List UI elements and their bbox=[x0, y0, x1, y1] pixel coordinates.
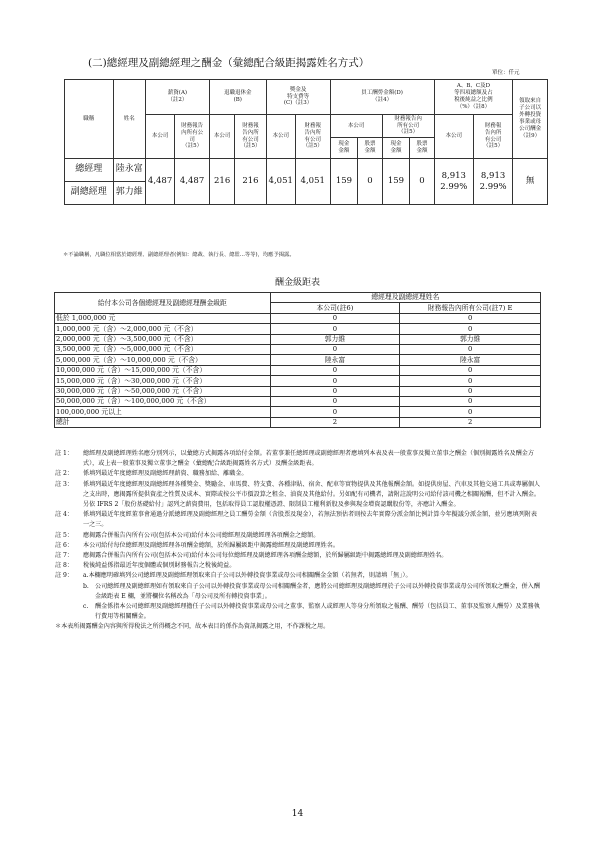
note-key: 註 4： bbox=[55, 511, 74, 519]
range-value: 2 bbox=[400, 417, 541, 427]
row-title: 副總經理 bbox=[65, 182, 114, 205]
table-row bbox=[55, 365, 541, 375]
cell-ratio: 8,913 2.99% bbox=[434, 159, 473, 205]
subnote-key: b. bbox=[83, 582, 89, 590]
row-title: 總經理 bbox=[65, 159, 114, 182]
notes bbox=[55, 449, 543, 633]
cell-value: 0 bbox=[358, 159, 382, 205]
note-item bbox=[55, 469, 543, 479]
note-text: 係填列最近年度經董事會通過分派總經理及副總經理之員工酬勞金額（含股票及現金），若無法預估者則按去年實際分派金額比例計算今年擬議分派金額，並另應填列附表一之三。 bbox=[83, 511, 537, 529]
table-row bbox=[55, 417, 541, 427]
cell-value: 0 bbox=[410, 159, 434, 205]
row-name: 陸永富 bbox=[113, 159, 145, 182]
range-value: 0 bbox=[270, 407, 400, 417]
range-label: 5,000,000 元（含）～10,000,000 元（不含） bbox=[55, 355, 271, 365]
table-row bbox=[55, 407, 541, 417]
header-company: 本公司(註6) bbox=[270, 303, 400, 313]
note-star: ＊本表所揭露酬金內容與所得稅法之所得概念不同，故本表目的係作為資訊揭露之用，不作課稅之用。 bbox=[55, 623, 330, 631]
header-all-companies: 財務報告內所有公司(註7) E bbox=[400, 303, 541, 313]
unit-label: 單位：仟元 bbox=[492, 70, 520, 76]
header-company: 本公司 bbox=[330, 115, 382, 138]
note-text: 應揭露合併報告內所有公司(包括本公司)給付本公司總經理及副總經理各項酬金之總額。 bbox=[83, 531, 320, 539]
cell-value: 4,487 bbox=[175, 159, 210, 205]
cell-ratio: 8,913 2.99% bbox=[473, 159, 512, 205]
range-label: 低於 1,000,000 元 bbox=[55, 313, 271, 323]
subnote-item bbox=[55, 582, 543, 602]
range-value: 郭力維 bbox=[400, 334, 541, 344]
header-stock: 股票 金額 bbox=[410, 138, 434, 159]
header-all-companies: 財務報 告內所 有公司 （註5） bbox=[473, 115, 512, 159]
note-key: 註 5： bbox=[55, 531, 74, 539]
header-company: 本公司 bbox=[209, 115, 234, 159]
header-cash: 現金 金額 bbox=[330, 138, 358, 159]
cell-value: 4,051 bbox=[295, 159, 330, 205]
table-row bbox=[55, 386, 541, 396]
note-text: 稅後純益係指最近年度個體或個別財務報告之稅後純益。 bbox=[83, 562, 236, 570]
header-name: 姓名 bbox=[113, 80, 145, 159]
cell-value: 4,487 bbox=[145, 159, 174, 205]
range-value: 0 bbox=[270, 376, 400, 386]
note-text: a.本欄應明確填列公司總經理及副總經理領取來自子公司以外轉投資事業或母公司相關酬金金額（若無者，則請填「無」）。 bbox=[83, 572, 412, 580]
header-title: 職稱 bbox=[65, 80, 114, 159]
header-all-companies: 財務報 告內所 有公司 （註5） bbox=[235, 115, 266, 159]
header-company: 本公司 bbox=[145, 115, 174, 159]
table-row bbox=[55, 324, 541, 334]
note-item bbox=[55, 531, 543, 541]
range-value: 0 bbox=[400, 396, 541, 406]
header-all-companies: 財務報告內 所有公司 （註5） bbox=[382, 115, 434, 138]
cell-value: 216 bbox=[209, 159, 234, 205]
header-stock: 股票 金額 bbox=[358, 138, 382, 159]
cell-value: 159 bbox=[382, 159, 410, 205]
subnote-text: 公司總經理及副總經理如有領取來自子公司以外轉投資事業或母公司相關酬金者，應將公司總經理及副總經理於子公司以外轉投資事業或母公司所領取之酬金，併入酬金級距表 E 欄，並將欄位名稱改為「母公司及所有轉投資事業」。 bbox=[95, 582, 540, 600]
note-key: 註 8： bbox=[55, 562, 74, 570]
range-value: 0 bbox=[270, 365, 400, 375]
header-cash: 現金 金額 bbox=[382, 138, 410, 159]
header-all-companies: 財務報 告內所 有公司 （註5） bbox=[295, 115, 330, 159]
range-label: 100,000,000 元以上 bbox=[55, 407, 271, 417]
range-value: 0 bbox=[400, 344, 541, 354]
header-range: 給付本公司各個總經理及副總經理酬金級距 bbox=[55, 293, 271, 314]
compensation-table bbox=[64, 79, 548, 205]
header-employee-comp: 員工酬勞金額(D) （註4） bbox=[330, 80, 434, 115]
header-salary: 薪資(A) （註2） bbox=[145, 80, 209, 115]
row-name: 郭力維 bbox=[113, 182, 145, 205]
header-other-comp: 領取來自 子公司以 外轉投資 事業或母 公司酬金 （註9） bbox=[513, 80, 548, 159]
subnote-text: 酬金係指本公司總經理及副總經理擔任子公司以外轉投資事業或母公司之董事、監察人或經理人等身分所領取之報酬、酬勞（包括員工、董事及監察人酬勞）及業務執行費用等相關酬金。 bbox=[95, 603, 540, 621]
note-key: 註 7： bbox=[55, 552, 74, 560]
range-value: 0 bbox=[270, 344, 400, 354]
range-value: 0 bbox=[400, 407, 541, 417]
section-title: (二)總經理及副總經理之酬金（彙總配合級距揭露姓名方式） bbox=[88, 57, 370, 69]
table-row bbox=[55, 344, 541, 354]
note-item bbox=[55, 541, 543, 551]
range-label: 1,000,000 元（含）～2,000,000 元（不含） bbox=[55, 324, 271, 334]
range-label: 50,000,000 元（含）～100,000,000 元（不含） bbox=[55, 396, 271, 406]
note-text: 總經理及副總經理姓名應分別列示，以彙總方式揭露各項給付金額。若董事兼任總經理或副總經理者應填列本表及表一般董事及獨立董事之酬金（個別揭露姓名及酬金方式），或上表一般董事及獨立董事之酬金（彙總配合級距揭露姓名方式）及酬金級距表。 bbox=[83, 450, 534, 468]
note-item bbox=[55, 480, 543, 511]
range-label: 總計 bbox=[55, 417, 271, 427]
range-value: 0 bbox=[400, 313, 541, 323]
table-row bbox=[55, 334, 541, 344]
note-star: ＊不論職稱，凡職位相當於總經理、副總經理者(例如：總裁、執行長、總監...等等)，均應予揭露。 bbox=[63, 252, 295, 258]
range-value: 0 bbox=[270, 313, 400, 323]
note-key: 註 6： bbox=[55, 541, 74, 549]
note-key: 註 3： bbox=[55, 480, 74, 488]
table-row bbox=[55, 376, 541, 386]
range-value: 0 bbox=[400, 324, 541, 334]
range-value: 0 bbox=[400, 365, 541, 375]
note-key: 註 9： bbox=[55, 572, 74, 580]
note-key: 註 2： bbox=[55, 470, 74, 478]
table-row bbox=[55, 355, 541, 365]
table-title: 酬金級距表 bbox=[274, 278, 320, 288]
header-ratio: A、B、C及D 等四項總額及占 稅後純益之比例 （%）（註8） bbox=[434, 80, 513, 115]
range-value: 0 bbox=[270, 324, 400, 334]
cell-value: 159 bbox=[330, 159, 358, 205]
note-text: 本公司給付每位總經理及副總經理各項酬金總額，於所歸屬級距中揭露總經理及副總經理姓名。 bbox=[83, 541, 339, 549]
range-value: 郭力維 bbox=[270, 334, 400, 344]
range-label: 10,000,000 元（含）～15,000,000 元（不含） bbox=[55, 365, 271, 375]
range-value: 0 bbox=[270, 396, 400, 406]
header-names: 總經理及副總經理姓名 bbox=[270, 293, 540, 303]
range-label: 15,000,000 元（含）～30,000,000 元（不含） bbox=[55, 376, 271, 386]
header-bonus: 獎金及 特支費等 (C)（註3） bbox=[266, 80, 330, 115]
header-pension: 退職退休金 (B) bbox=[209, 80, 266, 115]
note-item bbox=[55, 510, 543, 530]
header-company: 本公司 bbox=[266, 115, 295, 159]
note-item bbox=[55, 571, 543, 581]
range-label: 30,000,000 元（含）～50,000,000 元（不含） bbox=[55, 386, 271, 396]
range-value: 2 bbox=[270, 417, 400, 427]
note-item bbox=[55, 449, 543, 469]
range-value: 0 bbox=[400, 376, 541, 386]
range-label: 3,500,000 元（含）～5,000,000 元（不含） bbox=[55, 344, 271, 354]
cell-value: 216 bbox=[235, 159, 266, 205]
header-company: 本公司 bbox=[434, 115, 473, 159]
range-value: 0 bbox=[270, 386, 400, 396]
note-text: 係填列最近年度總經理及副總經理薪資、職務加給、離職金。 bbox=[83, 470, 248, 478]
note-text: 係填列最近年度總經理及副總經理各種獎金、獎勵金、車馬費、特支費、各種津貼、宿舍、配車等實物提供及其他報酬金額。如提供房屋、汽車及其他交通工具或專屬個人之支出時，應揭露所提供資產之性質及成本、實際或按公平市價設算之租金、油資及其他給付。另如配有司機者，請附註說明公司給付該司機之相關報酬，但不計入酬金。另依 IFRS 2「股份基礎給付」認列之薪資費用，包括取得員工認股權憑證、限制員工權利新股及參與現金增資認購股份等，亦應計入酬金。 bbox=[83, 480, 541, 509]
cell-other: 無 bbox=[513, 159, 548, 205]
note-item bbox=[55, 561, 543, 571]
header-all-companies: 財務報告 內所有公 司 （註5） bbox=[175, 115, 210, 159]
remuneration-range-table bbox=[54, 292, 541, 428]
table-row bbox=[55, 396, 541, 406]
range-value: 陸永富 bbox=[400, 355, 541, 365]
range-value: 陸永富 bbox=[270, 355, 400, 365]
subnote-item bbox=[55, 602, 543, 622]
note-item bbox=[55, 551, 543, 561]
table-row bbox=[55, 313, 541, 323]
cell-value: 4,051 bbox=[266, 159, 295, 205]
page-number: 14 bbox=[291, 809, 304, 819]
subnote-key: c. bbox=[83, 603, 89, 611]
note-text: 應揭露合併報告內所有公司(包括本公司)給付本公司每位總經理及副總經理各項酬金總額，於所歸屬級距中揭露總經理及副總經理姓名。 bbox=[83, 552, 448, 560]
range-label: 2,000,000 元（含）～3,500,000 元（不含） bbox=[55, 334, 271, 344]
note-key: 註 1： bbox=[55, 450, 74, 457]
range-value: 0 bbox=[400, 386, 541, 396]
